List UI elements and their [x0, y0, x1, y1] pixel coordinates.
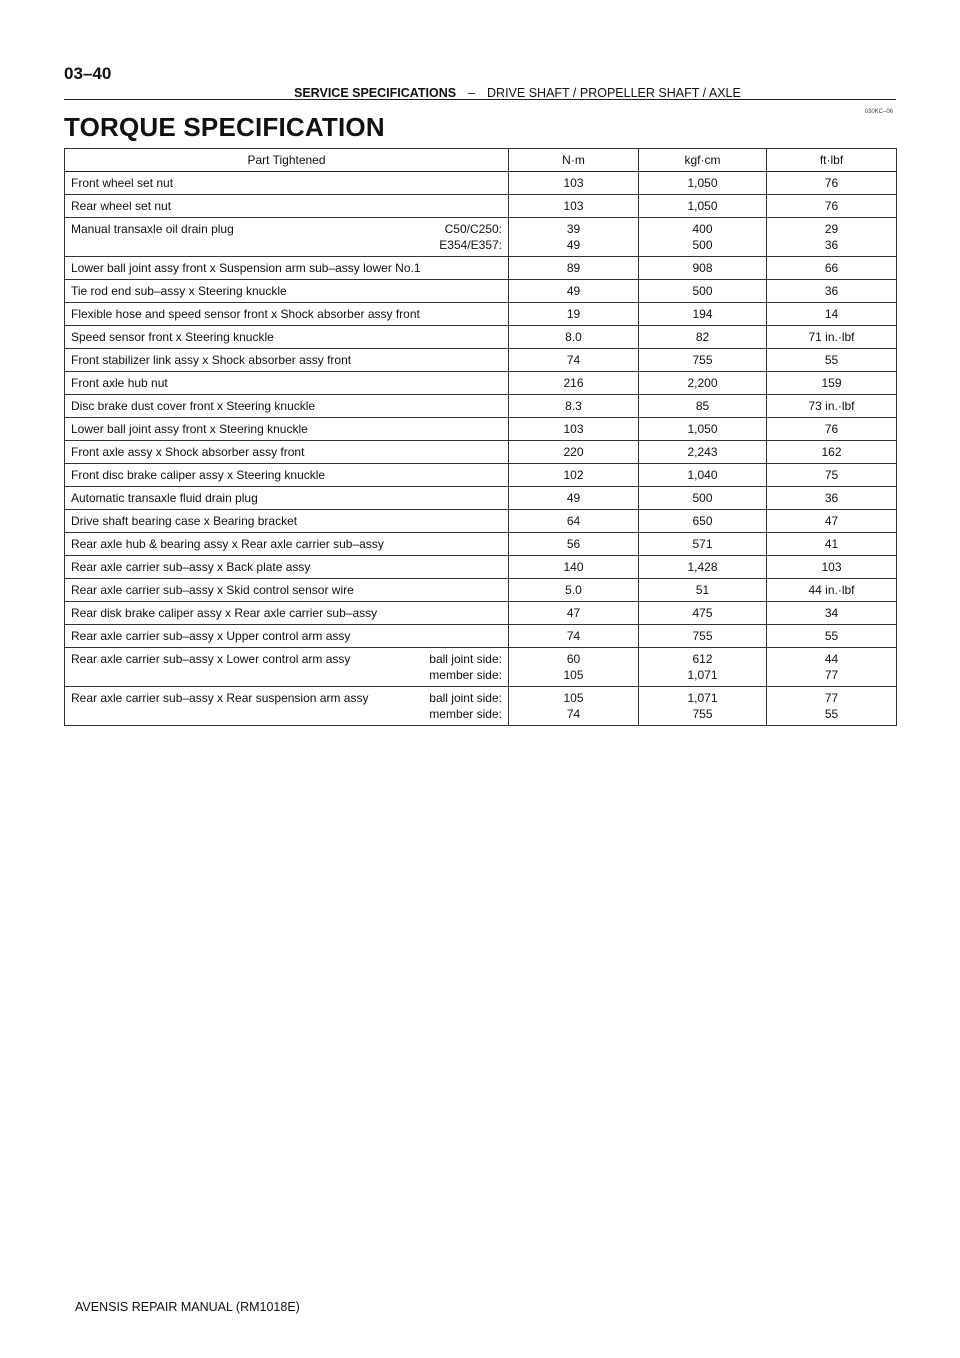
- cell-ftlbf: 73 in.·lbf: [767, 395, 897, 418]
- table-row: [65, 441, 897, 464]
- cell-kgfcm: 475: [639, 602, 767, 625]
- cell-ftlbf: 55: [767, 349, 897, 372]
- table-row: [65, 395, 897, 418]
- part-name: Rear wheel set nut: [71, 199, 172, 213]
- cell-part-tightened: [65, 418, 509, 441]
- cell-kgfcm: 1,040: [639, 464, 767, 487]
- cell-ftlbf: 75: [767, 464, 897, 487]
- table-row: [65, 303, 897, 326]
- table-row: [65, 372, 897, 395]
- cell-ftlbf: 29 36: [767, 218, 897, 257]
- cell-nm: 216: [509, 372, 639, 395]
- cell-part-tightened: [65, 687, 509, 726]
- table-row: [65, 648, 897, 687]
- part-name: Lower ball joint assy front x Suspension arm sub–assy lower No.1: [71, 261, 421, 275]
- cell-part-tightened: [65, 487, 509, 510]
- part-condition: C50/C250: E354/E357:: [439, 222, 502, 252]
- cell-kgfcm: 908: [639, 257, 767, 280]
- cell-ftlbf: 36: [767, 487, 897, 510]
- cell-nm: 74: [509, 625, 639, 648]
- cell-nm: 19: [509, 303, 639, 326]
- cell-nm: 5.0: [509, 579, 639, 602]
- part-name: Rear axle carrier sub–assy x Skid control sensor wire: [71, 583, 354, 597]
- cell-kgfcm: 51: [639, 579, 767, 602]
- cell-kgfcm: 400 500: [639, 218, 767, 257]
- table-row: [65, 172, 897, 195]
- cell-nm: 220: [509, 441, 639, 464]
- table-row: [65, 579, 897, 602]
- cell-part-tightened: [65, 326, 509, 349]
- table-row: [65, 464, 897, 487]
- part-condition: ball joint side: member side:: [429, 652, 502, 682]
- table-row: [65, 533, 897, 556]
- table-row: [65, 602, 897, 625]
- cell-part-tightened: [65, 280, 509, 303]
- cell-part-tightened: [65, 602, 509, 625]
- cell-part-tightened: [65, 464, 509, 487]
- cell-part-tightened: [65, 218, 509, 257]
- cell-nm: 56: [509, 533, 639, 556]
- table-row: [65, 487, 897, 510]
- cell-kgfcm: 500: [639, 487, 767, 510]
- cell-ftlbf: 71 in.·lbf: [767, 326, 897, 349]
- table-row: [65, 687, 897, 726]
- column-header-kgfcm: kgf·cm: [639, 149, 767, 172]
- cell-kgfcm: 755: [639, 625, 767, 648]
- cell-part-tightened: [65, 648, 509, 687]
- cell-ftlbf: 76: [767, 195, 897, 218]
- cell-part-tightened: [65, 349, 509, 372]
- subsection-title: DRIVE SHAFT / PROPELLER SHAFT / AXLE: [487, 86, 741, 100]
- cell-ftlbf: 77 55: [767, 687, 897, 726]
- part-name: Rear disk brake caliper assy x Rear axle carrier sub–assy: [71, 606, 378, 620]
- cell-ftlbf: 55: [767, 625, 897, 648]
- cell-kgfcm: 194: [639, 303, 767, 326]
- cell-nm: 102: [509, 464, 639, 487]
- part-name: Front stabilizer link assy x Shock absorber assy front: [71, 353, 352, 367]
- part-name: Flexible hose and speed sensor front x Shock absorber assy front: [71, 307, 420, 321]
- cell-part-tightened: [65, 579, 509, 602]
- cell-nm: 103: [509, 418, 639, 441]
- table-row: [65, 349, 897, 372]
- cell-part-tightened: [65, 303, 509, 326]
- table-row: [65, 195, 897, 218]
- table-header-row: [65, 149, 897, 172]
- cell-nm: 89: [509, 257, 639, 280]
- part-name: Front disc brake caliper assy x Steering knuckle: [71, 468, 326, 482]
- cell-kgfcm: 85: [639, 395, 767, 418]
- footer-manual-title: AVENSIS REPAIR MANUAL (RM1018E): [75, 1300, 300, 1314]
- header-separator: –: [468, 86, 476, 100]
- section-title: SERVICE SPECIFICATIONS: [294, 86, 457, 100]
- cell-part-tightened: [65, 172, 509, 195]
- header-rule: [64, 99, 896, 100]
- cell-kgfcm: 755: [639, 349, 767, 372]
- table-body: [65, 172, 897, 726]
- cell-kgfcm: 82: [639, 326, 767, 349]
- cell-nm: 74: [509, 349, 639, 372]
- table-row: [65, 218, 897, 257]
- cell-nm: 64: [509, 510, 639, 533]
- cell-part-tightened: [65, 195, 509, 218]
- cell-part-tightened: [65, 395, 509, 418]
- cell-kgfcm: 1,050: [639, 418, 767, 441]
- cell-nm: 103: [509, 172, 639, 195]
- cell-kgfcm: 1,428: [639, 556, 767, 579]
- cell-part-tightened: [65, 372, 509, 395]
- document-code: 030KC–06: [864, 109, 893, 115]
- cell-kgfcm: 500: [639, 280, 767, 303]
- part-name: Rear axle carrier sub–assy x Lower control arm assy: [71, 652, 351, 666]
- cell-nm: 60 105: [509, 648, 639, 687]
- cell-nm: 49: [509, 487, 639, 510]
- cell-ftlbf: 41: [767, 533, 897, 556]
- cell-nm: 39 49: [509, 218, 639, 257]
- cell-ftlbf: 76: [767, 172, 897, 195]
- cell-part-tightened: [65, 556, 509, 579]
- cell-kgfcm: 2,243: [639, 441, 767, 464]
- column-header-ftlbf: ft·lbf: [767, 149, 897, 172]
- cell-ftlbf: 76: [767, 418, 897, 441]
- cell-nm: 140: [509, 556, 639, 579]
- table-row: [65, 625, 897, 648]
- part-name: Speed sensor front x Steering knuckle: [71, 330, 274, 344]
- cell-nm: 105 74: [509, 687, 639, 726]
- part-name: Front axle assy x Shock absorber assy front: [71, 445, 305, 459]
- cell-nm: 8.0: [509, 326, 639, 349]
- table-row: [65, 556, 897, 579]
- table-row: [65, 510, 897, 533]
- cell-part-tightened: [65, 257, 509, 280]
- table-row: [65, 326, 897, 349]
- cell-ftlbf: 34: [767, 602, 897, 625]
- cell-part-tightened: [65, 441, 509, 464]
- cell-ftlbf: 14: [767, 303, 897, 326]
- torque-spec-table: [64, 148, 897, 726]
- page-title: TORQUE SPECIFICATION: [64, 112, 385, 142]
- column-header-part: Part Tightened: [65, 149, 509, 172]
- cell-nm: 8.3: [509, 395, 639, 418]
- cell-part-tightened: [65, 625, 509, 648]
- part-name: Front wheel set nut: [71, 176, 174, 190]
- cell-ftlbf: 44 77: [767, 648, 897, 687]
- table-row: [65, 280, 897, 303]
- cell-kgfcm: 650: [639, 510, 767, 533]
- table-row: [65, 257, 897, 280]
- cell-part-tightened: [65, 533, 509, 556]
- part-name: Drive shaft bearing case x Bearing bracket: [71, 514, 298, 528]
- part-name: Disc brake dust cover front x Steering knuckle: [71, 399, 316, 413]
- part-name: Automatic transaxle fluid drain plug: [71, 491, 258, 505]
- cell-kgfcm: 2,200: [639, 372, 767, 395]
- cell-ftlbf: 162: [767, 441, 897, 464]
- part-name: Rear axle carrier sub–assy x Back plate assy: [71, 560, 311, 574]
- page-number: 03–40: [64, 64, 112, 83]
- part-condition: ball joint side: member side:: [429, 691, 502, 721]
- cell-ftlbf: 44 in.·lbf: [767, 579, 897, 602]
- part-name: Lower ball joint assy front x Steering knuckle: [71, 422, 308, 436]
- cell-kgfcm: 1,050: [639, 172, 767, 195]
- cell-nm: 103: [509, 195, 639, 218]
- column-header-nm: N·m: [509, 149, 639, 172]
- cell-kgfcm: 1,071 755: [639, 687, 767, 726]
- cell-ftlbf: 47: [767, 510, 897, 533]
- table-row: [65, 418, 897, 441]
- cell-nm: 47: [509, 602, 639, 625]
- part-name: Manual transaxle oil drain plug: [71, 222, 234, 236]
- running-header: [294, 86, 741, 100]
- part-name: Rear axle hub & bearing assy x Rear axle carrier sub–assy: [71, 537, 384, 551]
- part-name: Front axle hub nut: [71, 376, 168, 390]
- part-name: Tie rod end sub–assy x Steering knuckle: [71, 284, 287, 298]
- cell-kgfcm: 1,050: [639, 195, 767, 218]
- part-name: Rear axle carrier sub–assy x Rear suspension arm assy: [71, 691, 369, 705]
- cell-kgfcm: 571: [639, 533, 767, 556]
- cell-kgfcm: 612 1,071: [639, 648, 767, 687]
- cell-ftlbf: 36: [767, 280, 897, 303]
- cell-ftlbf: 159: [767, 372, 897, 395]
- part-name: Rear axle carrier sub–assy x Upper control arm assy: [71, 629, 351, 643]
- cell-ftlbf: 103: [767, 556, 897, 579]
- cell-nm: 49: [509, 280, 639, 303]
- cell-part-tightened: [65, 510, 509, 533]
- cell-ftlbf: 66: [767, 257, 897, 280]
